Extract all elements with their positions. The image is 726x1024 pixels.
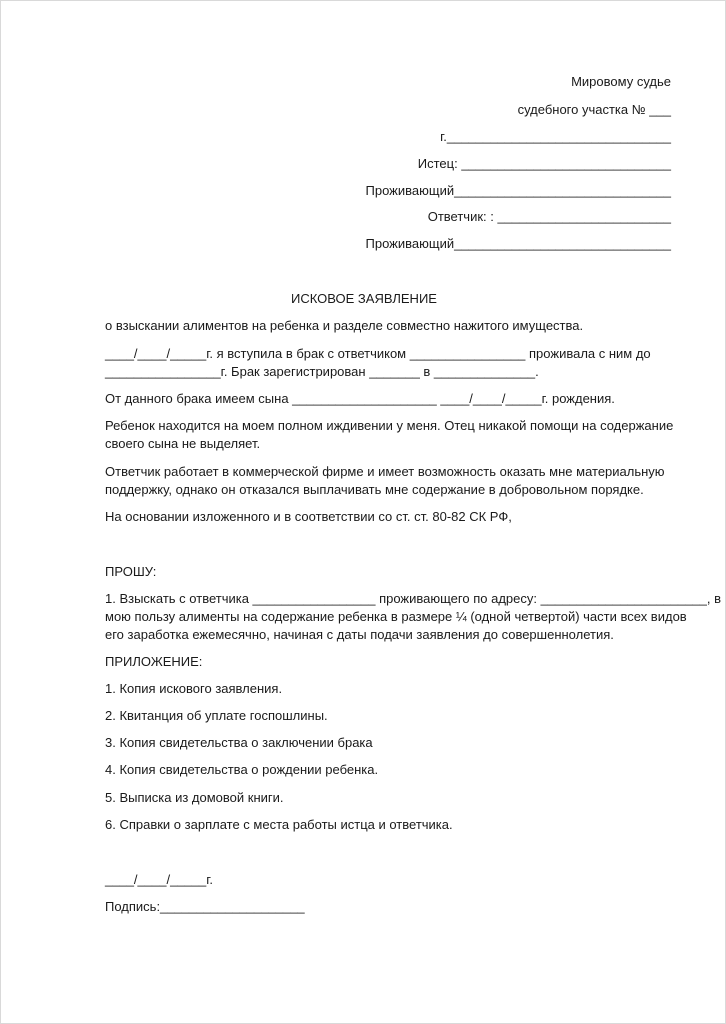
child-line: От данного брака имеем сына ____________________ ____/____/_____г. рождения. <box>105 391 615 406</box>
footer-date: ____/____/_____г. <box>105 872 213 887</box>
header-city: г._______________________________ <box>440 129 671 144</box>
marriage-line-1: ____/____/_____г. я вступила в брак с ответчиком ________________ проживала с ним до <box>105 346 651 361</box>
basis-line: На основании изложенного и в соответствии со ст. ст. 80-82 СК РФ, <box>105 509 512 524</box>
defendant-line-1: Ответчик работает в коммерческой фирме и имеет возможность оказать мне материальную <box>105 464 665 479</box>
header-plaintiff: Истец: _____________________________ <box>417 156 671 171</box>
header-court-district: судебного участка № ___ <box>517 102 671 117</box>
defendant-line-2: поддержку, однако он отказался выплачивать мне содержание в добровольном порядке. <box>105 482 644 497</box>
marriage-line-2: ________________г. Брак зарегистрирован _______ в ______________. <box>105 364 539 379</box>
request-heading: ПРОШУ: <box>105 564 157 579</box>
attachment-item: 5. Выписка из домовой книги. <box>105 790 284 805</box>
header-defendant-address: Проживающий______________________________ <box>365 236 671 251</box>
support-line-1: Ребенок находится на моем полном иждивении у меня. Отец никакой помощи на содержание <box>105 418 674 433</box>
header-plaintiff-address: Проживающий______________________________ <box>365 183 671 198</box>
attachment-item: 1. Копия искового заявления. <box>105 681 283 696</box>
attachment-item: 6. Справки о зарплате с места работы истца и ответчика. <box>105 817 453 832</box>
attachment-item: 3. Копия свидетельства о заключении брака <box>105 735 373 750</box>
request-line-3: его заработка ежемесячно, начиная с даты подачи заявления до совершеннолетия. <box>105 627 614 642</box>
request-line-2: мою пользу алименты на содержание ребенка в размере ¼ (одной четвертой) части всех видов <box>105 609 687 624</box>
attachments-heading: ПРИЛОЖЕНИЕ: <box>105 654 203 669</box>
attachment-item: 4. Копия свидетельства о рождении ребенка. <box>105 762 379 777</box>
support-line-2: своего сына не выделяет. <box>105 436 261 451</box>
request-line-1: 1. Взыскать с ответчика _________________ проживающего по адресу: _______________________, в <box>105 591 722 606</box>
signature-line: Подпись:____________________ <box>105 899 305 914</box>
document-title: ИСКОВОЕ ЗАЯВЛЕНИЕ <box>291 291 437 306</box>
subject-line: о взыскании алиментов на ребенка и разделе совместно нажитого имущества. <box>105 318 584 333</box>
header-defendant: Ответчик: : ________________________ <box>427 209 671 224</box>
attachment-item: 2. Квитанция об уплате госпошлины. <box>105 708 328 723</box>
header-to-judge: Мировому судье <box>571 74 671 89</box>
